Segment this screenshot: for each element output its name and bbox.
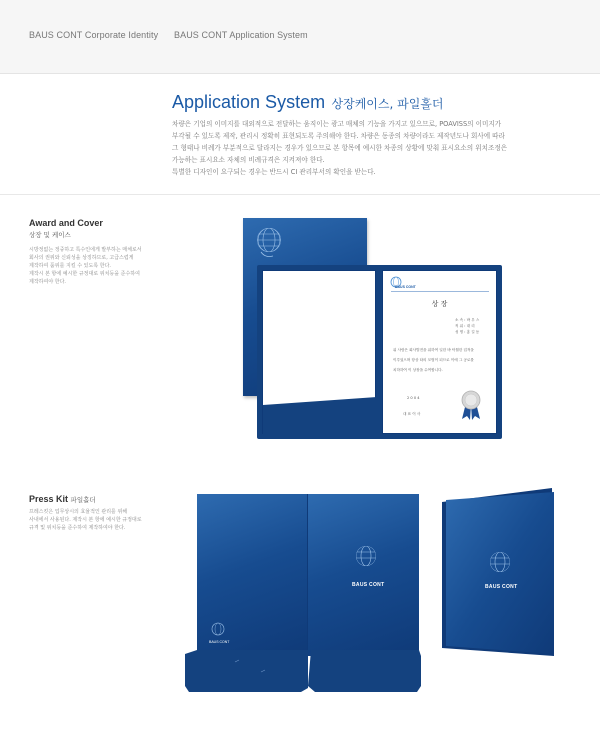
press-kit-small-brand: BAUS CONT: [209, 640, 230, 644]
press-section-title: [29, 494, 96, 504]
award-case-left-panel: [262, 270, 376, 434]
press-kit-pockets: [185, 650, 421, 692]
certificate-rule: [391, 291, 489, 292]
certificate-info-line: 직 위 : 대 리: [455, 324, 475, 328]
press-kit-left-panel: [197, 494, 308, 656]
description-line: 가능하는 표시요소 자체의 비례규격은 지켜져야 한다.: [172, 156, 325, 164]
award-section-description: [29, 246, 149, 286]
nav-link-corporate-identity[interactable]: BAUS CONT Corporate Identity: [29, 30, 159, 40]
description-line: 회사의 권위와 신뢰성을 상징하므로, 고급스럽게: [29, 255, 134, 261]
award-case-pocket: [263, 397, 377, 435]
description-line: 사내에서 사용된다. 제작시 본 항에 예시한 규정대로: [29, 517, 142, 523]
description-line: 제작시 본 항에 예시한 규정대로 위치등을 준수하여: [29, 271, 140, 277]
certificate-signer: 대 표 이 사: [403, 412, 421, 416]
press-kit-closed-brand: BAUS CONT: [485, 584, 518, 590]
press-kit-small-logo-icon: [207, 620, 229, 642]
press-kit-brand: BAUS CONT: [352, 582, 385, 588]
award-section-subtitle: 상장 및 케이스: [29, 231, 71, 239]
award-case-open: [257, 265, 502, 439]
certificate-body-line: 치하하여 이 상장을 수여합니다.: [393, 368, 443, 372]
globe-logo-icon: [350, 544, 382, 574]
description-line: 시방정없는 정중하고 특수인에게 발부하는 매체로서: [29, 247, 142, 253]
description-line: 부각될 수 있도록 제작, 관리시 정확히 표현되도록 주의해야 한다. 차량은 동종의 차량이라도 제작년도나 회사에 따라: [172, 132, 505, 140]
description-line: 제작하여야 한다.: [29, 279, 66, 285]
certificate-brand: BAUS CONT: [395, 285, 416, 289]
press-kit-closed-shape: [440, 488, 556, 658]
certificate-info-line: 성 명 : 홍 길 동: [455, 330, 480, 334]
top-nav-bar: [0, 0, 600, 74]
certificate-info-line: 소 속 : 바 우 스: [455, 318, 480, 322]
press-section-subtitle: 파일홀더: [70, 496, 96, 504]
page-title-ko: 상장케이스, 파일홀더: [331, 97, 444, 111]
section-divider: [0, 194, 600, 195]
certificate-heading: 상 장: [431, 300, 448, 308]
certificate-paper: [382, 270, 497, 434]
description-line: 특별한 디자인이 요구되는 경우는 반드시 CI 관리부서의 확인을 받는다.: [172, 168, 376, 176]
page-description: [172, 118, 564, 178]
certificate-date: 2 0 0 4: [407, 396, 420, 400]
page-title-en: Application System: [172, 92, 326, 112]
press-kit-right-panel: [308, 494, 419, 656]
description-line: 제작하여 품위를 지킬 수 있도록 한다.: [29, 263, 111, 269]
press-section-title-en: Press Kit: [29, 494, 69, 504]
description-line: 규격 및 위치등을 준수하여 제작하여야 한다.: [29, 525, 126, 531]
press-kit-open-folder: [185, 494, 421, 694]
seal-ribbon-icon: [459, 389, 483, 421]
description-line: 그 형태나 비례가 부분적으로 달라지는 경우가 있으므로 본 항목에 예시한 차종의 상황에 맞춰 표시요소의 위치조정은: [172, 144, 508, 152]
nav-link-application-system[interactable]: BAUS CONT Application System: [174, 30, 308, 40]
page-title: [172, 92, 444, 113]
certificate-body-line: 이루었으며 항상 타의 모범이 되므로 이에 그 공로를: [393, 358, 474, 362]
press-section-description: [29, 508, 149, 532]
description-line: 프레스킷은 업무상시의 효율적인 관리를 위해: [29, 509, 128, 515]
globe-logo-icon: [251, 226, 287, 260]
description-line: 차량은 기업의 이미지를 대외적으로 전달하는 움직이는 광고 매체의 기능을 가지고 있으므로, POAVISS의 이미지가: [172, 120, 502, 128]
certificate-body-line: 위 사람은 회사발전을 위하여 일한 바 탁월한 업적을: [393, 348, 474, 352]
award-section-title: Award and Cover: [29, 218, 103, 228]
press-kit-closed-folder: [440, 488, 556, 658]
